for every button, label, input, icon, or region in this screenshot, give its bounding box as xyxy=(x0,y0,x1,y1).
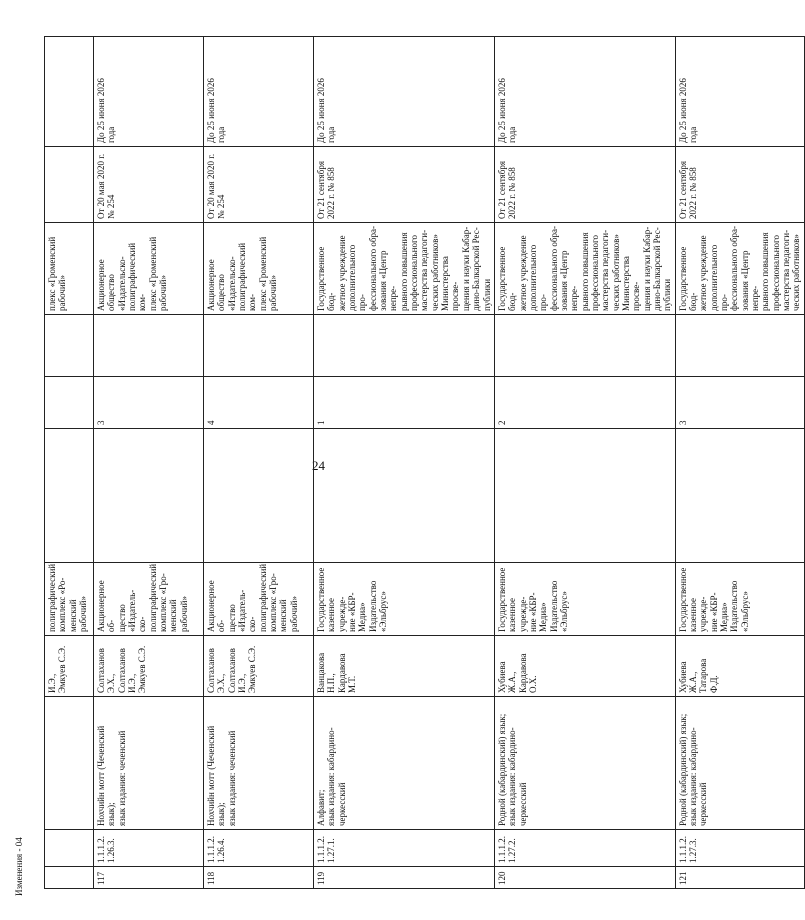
page-number: 24 xyxy=(312,458,325,473)
cell-author: И.Э., Эмкуев С.Э. xyxy=(45,636,94,697)
cell-empty xyxy=(675,315,804,377)
cell-legal-publisher: Государственное бюд- жетное учреждение дополнительного про- фессионального обра- зования «Центр непре- рывного повышения профессионального мастерства педагоги- ческих работников» xyxy=(675,223,804,315)
cell-publisher: Акционерное об- щество «Издатель- ско- полиграфический комплекс «Гро- менский рабочий» xyxy=(204,563,314,636)
cell-empty xyxy=(94,429,204,563)
cell-title: Нохчийн мотт (Чеченский язык); язык издания: чеченский xyxy=(204,697,314,830)
cell-order: От 21 сентября 2022 г. № 858 xyxy=(314,147,495,223)
cell-order: От 20 мая 2020 г. № 254 xyxy=(94,147,204,223)
cell-grade: 2 xyxy=(494,377,675,429)
cell-title: Родной (кабардинский) язык; язык издания: кабардино- черкесский xyxy=(494,697,675,830)
cell-grade: 4 xyxy=(204,377,314,429)
cell-title: Родной (кабардинский) язык; язык издания: кабардино- черкесский xyxy=(675,697,804,830)
cell-legal-publisher: Государственное бюд- жетное учреждение дополнительного про- фессионального обра- зования «Центр непре- рывного повышения профессионального мастерства педагоги- ческих работников» Министерства просве- щения и науки Кабар- дино-Балкарской Рес- публики xyxy=(314,223,495,315)
cell-deadline: До 25 июня 2026 года xyxy=(94,37,204,147)
table-row xyxy=(314,37,495,889)
cell-num xyxy=(45,867,94,889)
cell-publisher: Государственное казенное учрежде- ние «КБР-Медиа» Издательство «Эльбрус» xyxy=(314,563,495,636)
cell-legal-publisher: Акционерное общество «Издательско- полиграфический ком- плекс «Громенский рабочий» xyxy=(94,223,204,315)
cell-empty xyxy=(314,429,495,563)
textbook-table xyxy=(44,36,805,889)
cell-order: От 21 сентября 2022 г. № 858 xyxy=(494,147,675,223)
cell-order xyxy=(45,147,94,223)
cell-deadline xyxy=(45,37,94,147)
cell-empty xyxy=(494,315,675,377)
cell-code: 1.1.1.2. 1.26.3. xyxy=(94,830,204,867)
cell-deadline: До 25 июня 2026 года xyxy=(494,37,675,147)
cell-num: 120 xyxy=(494,867,675,889)
cell-num: 118 xyxy=(204,867,314,889)
cell-empty xyxy=(675,429,804,563)
table-row xyxy=(675,37,804,889)
cell-author: Ванцакова Н.П., Кардавова М.Т. xyxy=(314,636,495,697)
cell-order: От 21 сентября 2022 г. № 858 xyxy=(675,147,804,223)
table-row xyxy=(94,37,204,889)
rotated-table-wrapper xyxy=(44,37,802,889)
cell-empty xyxy=(45,429,94,563)
cell-code: 1.1.1.2. 1.27.1. xyxy=(314,830,495,867)
cell-author: Хубиева Ж.А., Кардавова О.Х. xyxy=(494,636,675,697)
cell-title: Алфавит; язык издания: кабардино- черкесский xyxy=(314,697,495,830)
cell-legal-publisher: плекс «Громенский рабочий» xyxy=(45,223,94,315)
cell-order: От 20 мая 2020 г. № 254 xyxy=(204,147,314,223)
cell-publisher: Государственное казенное учрежде- ние «КБР-Медиа» Издательство «Эльбрус» xyxy=(675,563,804,636)
cell-grade: 3 xyxy=(675,377,804,429)
cell-author: Хубиева Ж.А., Татарова Ф.Д. xyxy=(675,636,804,697)
cell-publisher: полиграфический комплекс «Ро- менский рабочий» xyxy=(45,563,94,636)
cell-title xyxy=(45,697,94,830)
cell-grade: 3 xyxy=(94,377,204,429)
table-row xyxy=(45,37,94,889)
cell-author: Солтаханов Э.Х., Солтаханов И.Э., Эмкуев С.Э. xyxy=(204,636,314,697)
cell-empty xyxy=(314,315,495,377)
cell-code: 1.1.1.2. 1.27.2. xyxy=(494,830,675,867)
cell-deadline: До 25 июня 2026 года xyxy=(675,37,804,147)
table-row xyxy=(204,37,314,889)
cell-num: 119 xyxy=(314,867,495,889)
cell-author: Солтаханов Э.Х., Солтаханов И.Э., Эмкуев С.Э. xyxy=(94,636,204,697)
cell-grade: 1 xyxy=(314,377,495,429)
table-row xyxy=(494,37,675,889)
cell-empty xyxy=(204,315,314,377)
cell-num: 117 xyxy=(94,867,204,889)
cell-deadline: До 25 июня 2026 года xyxy=(204,37,314,147)
cell-empty xyxy=(94,315,204,377)
cell-code: 1.1.1.2. 1.27.3. xyxy=(675,830,804,867)
cell-legal-publisher: Государственное бюд- жетное учреждение дополнительного про- фессионального обра- зования «Центр непре- рывного повышения профессионального мастерства педагоги- ческих работников» Министерства просве- щения и науки Кабар- дино-Балкарской Рес- публики xyxy=(494,223,675,315)
cell-num: 121 xyxy=(675,867,804,889)
cell-publisher: Акционерное об- щество «Издатель- ско- полиграфический комплекс «Гро- менский рабочий» xyxy=(94,563,204,636)
cell-code xyxy=(45,830,94,867)
cell-code: 1.1.1.2. 1.26.4. xyxy=(204,830,314,867)
cell-empty xyxy=(494,429,675,563)
cell-empty xyxy=(45,315,94,377)
cell-title: Нохчийн мотт (Чеченский язык); язык издания: чеченский xyxy=(94,697,204,830)
cell-publisher: Государственное казенное учрежде- ние «КБР-Медиа» Издательство «Эльбрус» xyxy=(494,563,675,636)
cell-legal-publisher: Акционерное общество «Издательско- полиграфический ком- плекс «Громенский рабочий» xyxy=(204,223,314,315)
footer-note: Изменения - 04 xyxy=(14,837,24,896)
cell-grade xyxy=(45,377,94,429)
cell-deadline: До 25 июня 2026 года xyxy=(314,37,495,147)
cell-empty xyxy=(204,429,314,563)
